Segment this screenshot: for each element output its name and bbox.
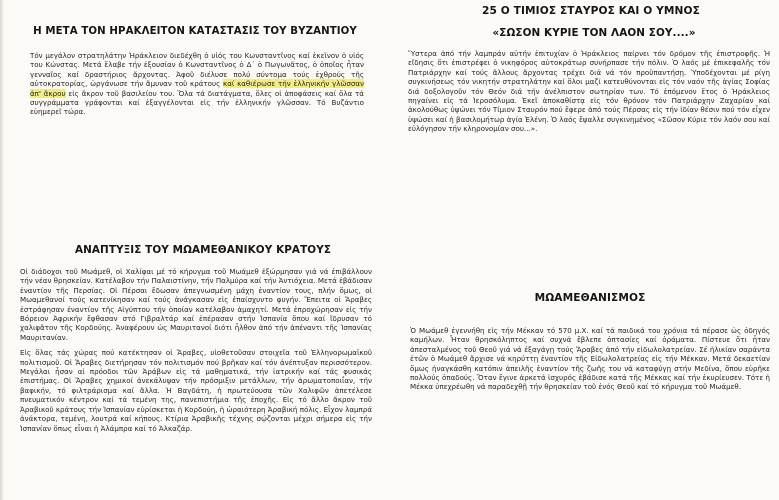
article-cross-body bbox=[398, 49, 770, 134]
article-cross-title: 25 Ο ΤΙΜΙΟΣ ΣΤΑΥΡΟΣ ΚΑΙ Ο ΥΜΝΟΣ bbox=[482, 5, 700, 17]
article-islam-state-body1: Οἱ διάδοχοι τοῦ Μωάμεθ, οἱ Χαλίφαι μέ τό κήρυγμα τοῦ Μωάμεθ ἐξώρμησαν γιά νά ἐπιβάλλουν τήν νέαν θρησκείαν. Κατέλαβον τήν Παλαιστίνην, τήν Παλμύρα καί τήν Ἀντιόχεια. Μετά ἐβάδισαν ἐναντίον τῆς Περσίας. Οἱ Πέρσαι ἔδωσαν ἀπεγνωσμένη μάχη ἐναντίον τους, πλήν ὅμως, οἱ Μωαμεθανοί τούς κατενίκησαν καί τούς ἀνάγκασαν εἰς ἐπαίσχυντο φυγήν. Ἔπειτα οἱ Ἄραβες ἐστράφησαν ἐναντίον τῆς Αἰγύπτου τήν ὁποίαν κατέλαβον ἀμαχητί. Μετά ἐπροχώρησαν εἰς τήν Βόρειον Ἀφρικήν ἔφθασαν στό Γιβραλτάρ καί ἐπέρασαν στήν Ἱσπανία ὅπου καί ἵδρυσαν τό χαλιφᾶτον τῆς Κορδούης. Ἀναφέρουν ὡς Μαυριτανοί διότι ἦλθον ἀπό τήν ἀπέναντι τῆς Ἱσπανίας Μαυριτανίαν. bbox=[20, 267, 372, 342]
article-cross-subtitle: «ΣΩΣΟΝ ΚΥΡΙΕ ΤΟΝ ΛΑΟΝ ΣΟΥ....» bbox=[492, 27, 696, 39]
article-islam-body: Ὁ Μωάμεθ ἐγεννήθη εἰς τήν Μέκκαν τό 570 μ.Χ. καί τά παιδικά του χρόνια τά πέρασε ὡς ὁδηγός καμήλων. Ἦταν θρησκόληπτος καί συχνά ἔβλεπε ὀπτασίες καί ὁράματα. Πίστευε ὅτι ἦταν ἀπεσταλμένος τοῦ Θεοῦ γιά νά ἐξαγάγῃ τούς Ἄραβες ἀπό τήν εἰδωλολατρείαν. Σέ ἡλικίαν σαράντα ἐτῶν ὁ Μωάμεθ ἄρχισε νά κηρύττῃ ἐναντίον τῆς Εἰδωλολατρείας εἰς τήν Μέκκαν. Μετά δεκαετίαν ὅμως ἠναγκάσθη κατόπιν ἀπειλῆς ἐναντίον τῆς ζωῆς του νά καταφύγῃ στήν Μεδίνα, ὅπου εὑρῆκε πολλούς ὀπαδούς. Ὅταν ἔγινε ἀρκετά ἰσχυρός ἐβάδισε κατά τῆς Μέκκας καί τήν ἐκυρίευσεν. Τότε ἡ Μέκκα ὑπεχρέωθη νά παραδεχθῇ τήν θρησκείαν τοῦ ἑνός Θεοῦ καί τό κήρυγμα τοῦ Μωάμεθ. bbox=[410, 326, 770, 392]
scan-edge-shadow bbox=[0, 0, 4, 500]
article-cross bbox=[398, 5, 770, 134]
highlighted-phrase: καί καθιέρωσε τήν ἑλληνικήν γλῶσσαν ἀπ' ἄκρου bbox=[30, 79, 364, 98]
article-islam-title: ΜΩΑΜΕΘΑΝΙΣΜΟΣ bbox=[534, 292, 646, 304]
article-islam-state-title: ΑΝΑΠΤΥΞΙΣ ΤΟΥ ΜΩΑΜΕΘΑΝΙΚΟΥ ΚΡΑΤΟΥΣ bbox=[74, 244, 332, 256]
article-islam-state-body2: Εἰς ὅλας τάς χώρας πού κατέκτησαν οἱ Ἄραβες, υἱοθετοῦσαν στοιχεῖα τοῦ Ἑλληνορωμαϊκοῦ πολιτισμοῦ. Οἱ Ἄραβες διετήρησαν τόν πολιτισμόν πού βρῆκαν καί τόν ἀνέπτυξαν περισσότερον. Μεγάλαι ἦσαν αἱ πρόοδοι τῶν Ἀράβων εἰς τά μαθηματικά, τήν ἰατρικήν καί τάς φυσικάς ἐπιστήμας. Οἱ Ἄραβες χημικοί ἀνεκάλυψαν τήν πρόσμιξιν μετάλλων, τήν ἀρωματοποιΐαν, τήν βαφικήν, τό φιλτράρισμα καί ἄλλα. Ἡ Βαγδάτη, ἡ πρωτεύουσα τῶν Χαλιφῶν ἀπετέλεσε πνευματικόν κέντρον καί τά τεμένη της, πανεπιστήμια τῆς ἐποχῆς. Εἰς τό ἄλλο ἄκρον τοῦ Ἀραβικοῦ κράτους τήν Ἱσπανίαν εὑρίσκεται ἡ Κορδούη, ἡ ὡραιότερη Ἀραβική πόλις. Εἶχον λαμπρά ἀνάκτορα, τεμένη, λουτρά καί κήπους. Κτίρια Ἀραβικῆς τέχνης σῴζονται μέχρι σήμερα εἰς τήν Ἱσπανίαν ὅπως εἶναι ἡ Ἀλάμπρα καί τό Ἀλκαζάρ. bbox=[20, 348, 372, 433]
article-byzantium-text: Τόν μεγάλον στρατηλάτην Ἡράκλειον διεδέχθη ὁ υἱός του Κωνσταντῖνος καί ἐκεῖνον ὁ υἱός του Κώνστας. Μετά ἔλαβε τήν ἐξουσίαν ὁ Κωνσταντῖνος ὁ Δ΄ ὁ Πωγωνᾶτος, ὁ ὁποῖος ἦταν γενναῖος καί δραστήριος ἄρχοντας. Ἀφοῦ διέλυσε πολύ σύντομα τούς ἐχθρούς τῆς αὐτοκρατορίας, ὡργάνωσε τήν ἄμυναν τοῦ κράτους καί καθιέρωσε τήν ἑλληνικήν γλῶσσαν ἀπ' ἄκρου εἰς ἄκρον τοῦ βασιλείου του. Ὅλα τά διατάγματα, ὅλες οἱ ἀποφάσεις καί ὅλα τά συγγράμματα γράφονται καί ἐξαγγέλονται εἰς τήν ἑλληνικήν γλῶσσαν. Τό Βυζάντιο εὐημερεῖ τώρα. bbox=[30, 51, 364, 117]
article-byzantium-title: Η ΜΕΤΑ ΤΟΝ ΗΡΑΚΛΕΙΤΟΝ ΚΑΤΑΣΤΑΣΙΣ ΤΟΥ ΒΥΖΑΝΤΙΟΥ bbox=[33, 26, 357, 37]
article-byzantium bbox=[22, 26, 368, 117]
article-byzantium-body bbox=[22, 51, 368, 117]
article-islam bbox=[410, 292, 770, 392]
article-islam-state bbox=[20, 244, 372, 433]
article-cross-text: Ὕστερα ἀπό τήν λαμπράν αὐτήν ἐπιτυχίαν ὁ Ἡράκλειος παίρνει τόν δρόμον τῆς ἐπιστροφῆς. Ἡ εἴδησις ὅτι ἐπιστρέφει ὁ νικηφόρος αὐτοκράτωρ συνήρπασε τήν πόλιν. Ὁ λαός μέ ἐπικεφαλῆς τόν Πατριάρχην καί τούς ἄλλους ἄρχοντας τρέχει διά νά τόν προϋπαντήσῃ. Ὑποδέχονται μέ ρίγη συγκινήσεως τόν νικητήν στρατηλάτην καί ὅλοι μαζί κατευθύνονται εἰς τόν ναόν τῆς ἁγίας Σοφίας διά δοξολογοῦν τόν Θεόν διά τήν ἀνέλπιστον σωτηρίαν των. Τό ἑπόμενον ἔτος ὁ Ἡράκλειος πηγαίνει εἰς τά Ἱεροσόλυμα. Ἐκεῖ ἀποκαθίστᾳ εἰς τόν θρόνον τόν Πατριάρχην Ζαχαρίαν καί ἀκολούθως ὑψώνει τόν Τίμιον Σταυρόν πού ἔφερε ἀπό τούς Πέρσας εἰς τήν ἰδίαν θέσιν πού τόν εἶχεν ὑψώσει καί ἡ βασιλομήτωρ ἁγία Ἑλένη. Ὁ λαός ἔψαλλε συγκινημένος «Σῶσον Κύριε τόν λαόν σου καί εὐλόγησον τήν κληρονομίαν σου...». bbox=[408, 49, 770, 134]
